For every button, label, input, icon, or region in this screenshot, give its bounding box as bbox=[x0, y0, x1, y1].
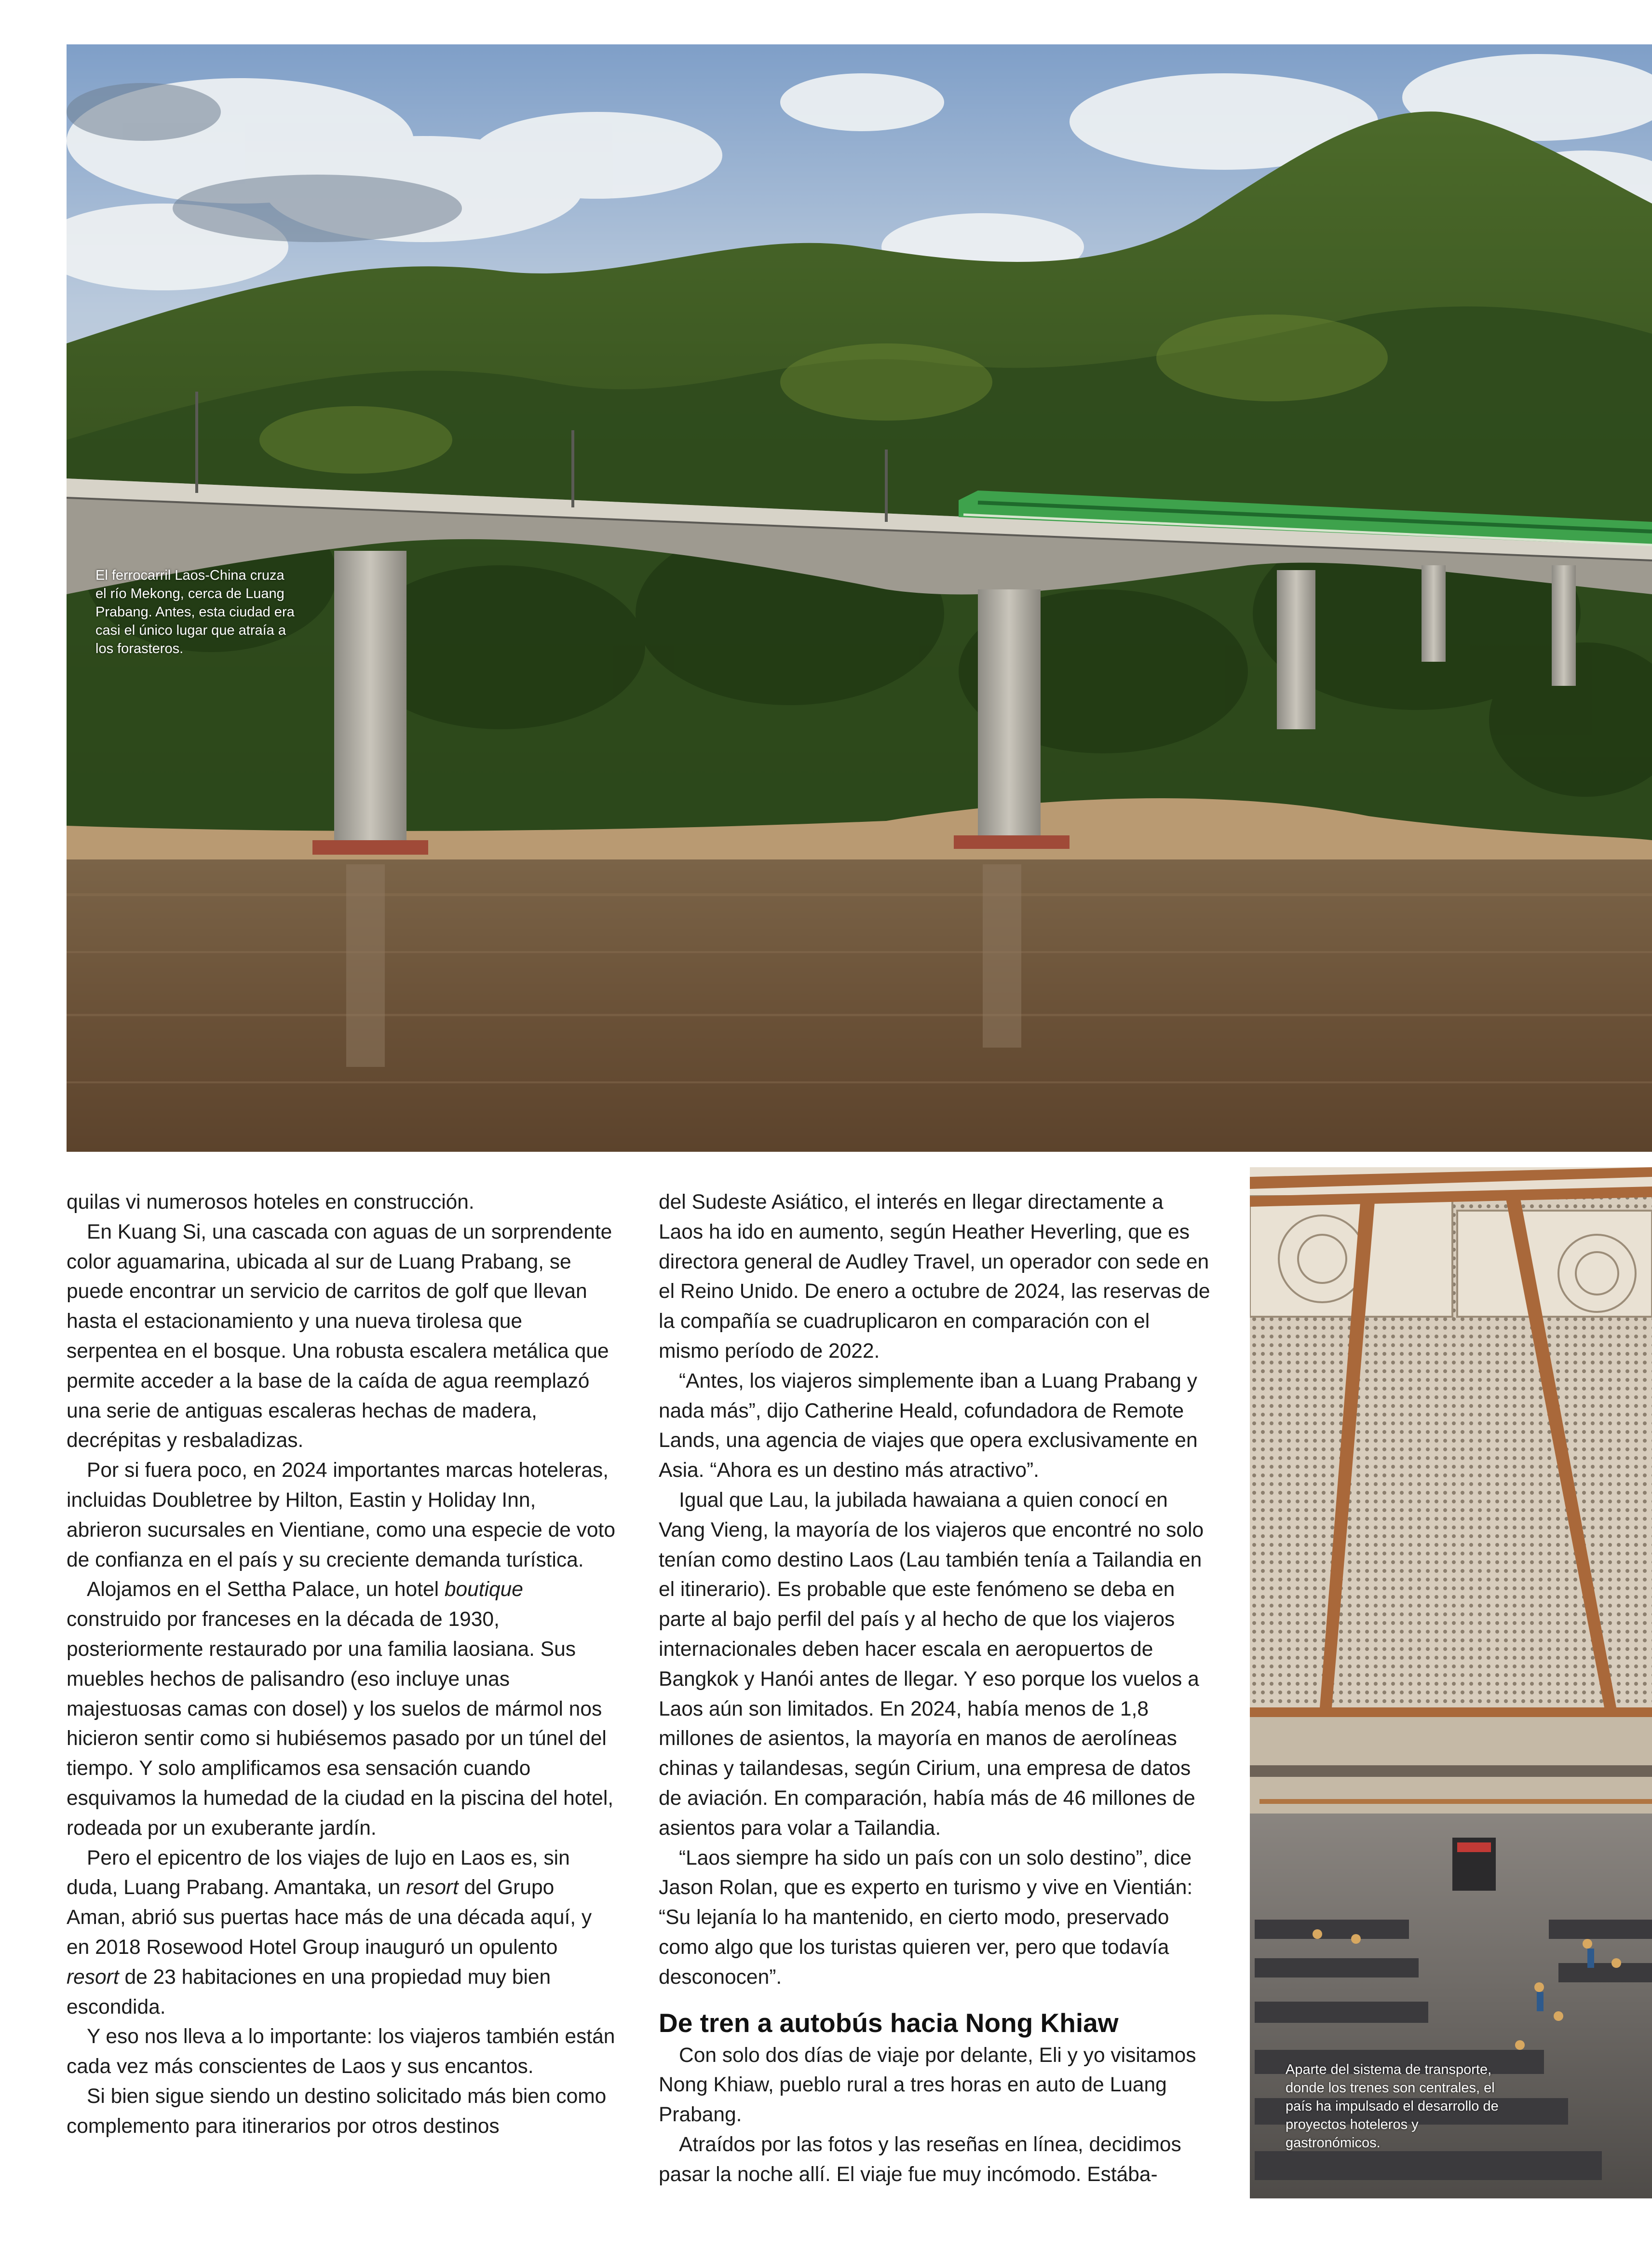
paragraph: Por si fuera poco, en 2024 importantes marcas hoteleras, incluidas Doubletree by Hilton, Eastin y Holiday Inn, abrieron sucursales en Vientiane, como una especie de voto de confianza en el país y su creciente demanda turística. bbox=[67, 1459, 615, 1571]
station-photo-illustration bbox=[1250, 1167, 1652, 2198]
mekong-river bbox=[67, 859, 1652, 1152]
paragraph: Y eso nos lleva a lo importante: los viajeros también están cada vez más conscientes de Laos y sus encantos. bbox=[67, 2025, 615, 2078]
paragraph: En Kuang Si, una cascada con aguas de un sorprendente color aguamarina, ubicada al sur de Luang Prabang, se puede encontrar un servicio de carritos de golf que llevan hasta el estacionamiento y una nueva tirolesa que serpentea en el bosque. Una robusta escalera metálica que permite acceder a la base de la caída de agua reemplazó una serie de antiguas escaleras hechas de madera, decrépitas y resbaladizas. bbox=[67, 1220, 612, 1452]
hero-photo-caption: El ferrocarril Laos-China cruza el río Mekong, cerca de Luang Prabang. Antes, esta ciudad era casi el único lugar que atraía a los forasteros. bbox=[95, 568, 295, 656]
ceiling-ornaments bbox=[1250, 1196, 1652, 1317]
paragraph: del Sudeste Asiático, el interés en llegar directamente a Laos ha ido en aumento, según Heather Heverling, que es directora general de Audley Travel, un operador con sede en el Reino Unido. De enero a octubre de 2024, las reservas de la compañía se cuadruplicaron en comparación con el mismo período de 2022. bbox=[659, 1191, 1210, 1363]
paragraph bbox=[67, 1575, 615, 1843]
paragraph: Si bien sigue siendo un destino solicitado más bien como complemento para itinerarios por otros destinos bbox=[67, 2085, 607, 2138]
italic-term: boutique bbox=[444, 1578, 523, 1601]
hero-photo-laos-china-railway-bridge bbox=[67, 44, 1652, 1152]
paragraph-text: de 23 habitaciones en una propiedad muy bien escondida. bbox=[67, 1965, 551, 2019]
paragraph: Igual que Lau, la jubilada hawaiana a quien conocí en Vang Vieng, la mayoría de los viajeros que encontré no solo tenían como destino Laos (Lau también tenía a Tailandia en el itinerario). Es probable que este fenómeno se deba en parte al bajo perfil del país y al hecho de que los viajeros internacionales deben hacer escala en aeropuertos de Bangkok y Hanói antes de llegar. Y eso porque los vuelos a Laos aún son limitados. En 2024, había menos de 1,8 millones de asientos, la mayoría en manos de aerolíneas chinas y tailandesas, según Cirium, una empresa de datos de aviación. En comparación, había más de 46 millones de asientos para volar a Tailandia. bbox=[659, 1488, 1204, 1840]
paragraph: Con solo dos días de viaje por delante, Eli y yo visitamos Nong Khiaw, pueblo rural a tres horas en auto de Luang Prabang. bbox=[659, 2044, 1196, 2127]
paragraph: “Antes, los viajeros simplemente iban a Luang Prabang y nada más”, dijo Catherine Heald, cofundadora de Remote Lands, una agencia de viajes que opera exclusivamente en Asia. “Ahora es un destino más atractivo”. bbox=[659, 1369, 1198, 1482]
paragraph-text: del Grupo Aman, abrió sus puertas hace más de una década aquí, y en 2018 Rosewood Hotel Group inauguró un opulento bbox=[67, 1876, 592, 1959]
section-heading: De tren a autobús hacia Nong Khiaw bbox=[659, 2007, 1119, 2038]
article-left-column bbox=[67, 1187, 615, 2141]
italic-term: resort bbox=[67, 1965, 119, 1989]
paragraph: quilas vi numerosos hoteles en construcción. bbox=[67, 1191, 474, 1214]
paragraph bbox=[67, 1843, 615, 2022]
station-photo-caption: Aparte del sistema de transporte, donde los trenes son centrales, el país ha impulsado el desarrollo de proyectos hoteleros y gastronómicos. bbox=[1286, 2062, 1499, 2151]
station-photo-train-terminal bbox=[1250, 1167, 1652, 2198]
paragraph-text: Alojamos en el Settha Palace, un hotel bbox=[87, 1578, 445, 1601]
italic-term: resort bbox=[406, 1876, 459, 1899]
paragraph: “Laos siempre ha sido un país con un solo destino”, dice Jason Rolan, que es experto en turismo y vive en Vientián: “Su lejanía lo ha mantenido, en cierto modo, preservado como algo que los turistas quieren ver, pero que todavía desconocen”. bbox=[659, 1846, 1193, 1989]
paragraph-text: construido por franceses en la década de 1930, posteriormente restaurado por una familia laosiana. Sus muebles hechos de palisandro (eso incluye unas majestuosas camas con dosel) y los suelos de mármol nos hicieron sentir como si hubiésemos pasado por un túnel del tiempo. Y solo amplificamos esa sensación cuando esquivamos la humedad de la ciudad en la piscina del hotel, rodeada por un exuberante jardín. bbox=[67, 1608, 614, 1840]
paragraph-text: Pero el epicentro de los viajes de lujo en Laos es, sin duda, Luang Prabang. Amantaka, un bbox=[67, 1846, 570, 1899]
paragraph: Atraídos por las fotos y las reseñas en línea, decidimos pasar la noche allí. El viaje fue muy incómodo. Estába- bbox=[659, 2133, 1181, 2186]
article-middle-column bbox=[659, 1187, 1211, 2190]
hero-photo-illustration bbox=[67, 44, 1652, 1152]
